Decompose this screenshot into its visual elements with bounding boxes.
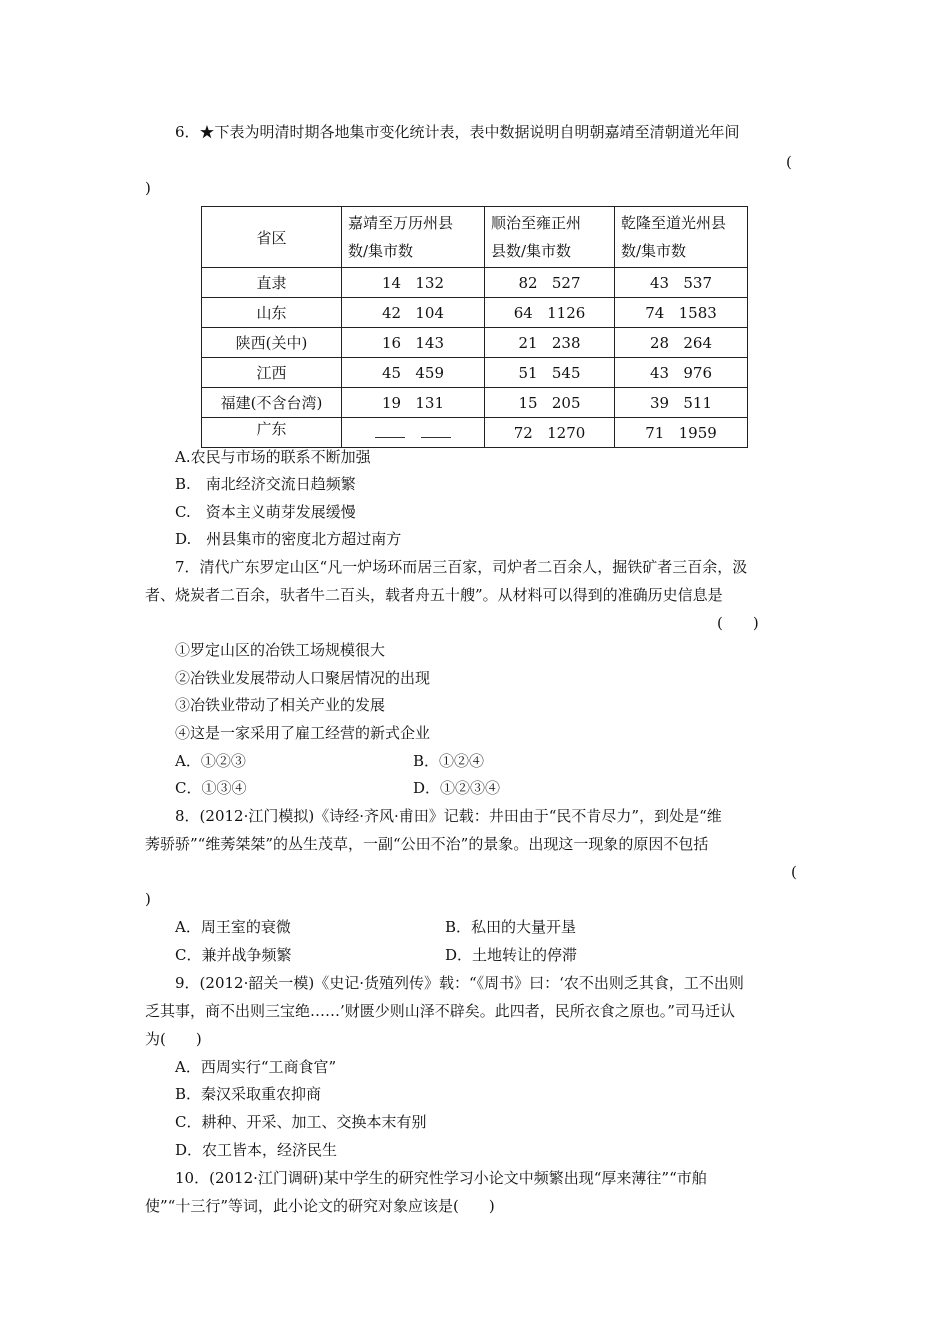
header-province: 省区 — [202, 207, 342, 268]
q8-line1: 8．(2012·江门模拟)《诗经·齐风·甫田》记载：井田由于“民不肯尽力”，到处是“维 — [175, 807, 722, 825]
market-count: 511 — [683, 393, 713, 412]
market-count: 545 — [551, 363, 581, 382]
shunzhi-cell — [485, 328, 615, 358]
table-row — [202, 298, 748, 328]
county-count: 19 — [381, 393, 402, 412]
county-count: 39 — [649, 393, 670, 412]
market-count: 205 — [551, 393, 581, 412]
q6-option-c: C. 资本主义萌芽发展缓慢 — [175, 503, 356, 521]
qianlong-cell — [615, 358, 748, 388]
header-qianlong-line2: 数/集市数 — [621, 242, 687, 260]
header-shunzhi-line1: 顺治至雍正州 — [491, 214, 582, 232]
q6-option-d: D. 州县集市的密度北方超过南方 — [175, 530, 402, 548]
q9-line2: 乏其事，商不出则三宝绝……’财匮少则山泽不辟矣。此四者，民所衣食之原也。”司马迁认 — [145, 1002, 735, 1020]
q7-answer-paren: ( ) — [717, 614, 759, 632]
county-count: 28 — [649, 333, 670, 352]
q6-paren-open: ( — [786, 153, 792, 171]
q7-item-1: ①罗定山区的冶铁工场规模很大 — [175, 641, 386, 659]
county-count: 64 — [513, 303, 533, 322]
blank-line — [421, 425, 451, 438]
qianlong-cell — [615, 388, 748, 418]
qianlong-cell — [615, 268, 748, 298]
shunzhi-cell — [485, 358, 615, 388]
q7-item-4: ④这是一家采用了雇工经营的新式企业 — [175, 724, 431, 742]
market-count: 104 — [415, 303, 445, 322]
county-count: 72 — [513, 423, 533, 442]
county-count: 51 — [518, 363, 538, 382]
county-count: 45 — [381, 363, 402, 382]
province-cell: 陕西(关中) — [202, 328, 342, 358]
q7-item-2: ②冶铁业发展带动人口聚居情况的出现 — [175, 669, 431, 687]
q9-option-b: B．秦汉采取重农抑商 — [175, 1085, 322, 1103]
q6-option-b: B. 南北经济交流日趋频繁 — [175, 475, 356, 493]
province-cell: 直隶 — [202, 268, 342, 298]
q7-option-a: A．①②③ — [175, 752, 246, 770]
q8-option-a: A．周王室的衰微 — [175, 918, 291, 936]
table-row — [202, 328, 748, 358]
q6-stem: 6．★下表为明清时期各地集市变化统计表，表中数据说明自明朝嘉靖至清朝道光年间 — [175, 123, 740, 141]
shunzhi-cell — [485, 388, 615, 418]
jiajing-cell — [342, 388, 485, 418]
qianlong-cell — [615, 328, 748, 358]
q8-paren-open: ( — [791, 863, 797, 881]
header-jiajing-line1: 嘉靖至万历州县 — [348, 214, 454, 232]
province-cell: 福建(不含台湾) — [202, 388, 342, 418]
q6-option-a: A.农民与市场的联系不断加强 — [175, 448, 371, 466]
province-cell: 广东 — [202, 418, 342, 448]
q7-option-c: C．①③④ — [175, 779, 247, 797]
qianlong-cell — [615, 418, 748, 448]
q8-option-d: D．土地转让的停滞 — [445, 946, 578, 964]
header-jiajing-line2: 数/集市数 — [348, 242, 414, 260]
table-row — [202, 418, 748, 448]
q7-line1: 7．清代广东罗定山区“凡一炉场环而居三百家，司炉者二百余人，掘铁矿者三百余，汲 — [175, 558, 748, 576]
table-row — [202, 388, 748, 418]
header-qianlong-line1: 乾隆至道光州县 — [621, 214, 727, 232]
q9-line1: 9．(2012·韶关一模)《史记·货殖列传》载：“《周书》曰：‘农不出则乏其食，工不出则 — [175, 974, 744, 992]
header-qianlong — [615, 207, 748, 268]
header-shunzhi-line2: 县数/集市数 — [491, 242, 572, 260]
county-count: 16 — [381, 333, 402, 352]
q9-option-a: A．西周实行“工商食官” — [175, 1058, 337, 1076]
shunzhi-cell — [485, 268, 615, 298]
table-header-row — [202, 207, 748, 268]
market-count: 459 — [415, 363, 445, 382]
market-count: 1959 — [678, 423, 717, 442]
market-count: 143 — [415, 333, 445, 352]
table-row — [202, 268, 748, 298]
blank-line — [375, 425, 405, 438]
q7-line2: 者、烧炭者二百余，驮者牛二百头，载者舟五十艘”。从材料可以得到的准确历史信息是 — [145, 586, 723, 604]
market-count: 1270 — [547, 423, 586, 442]
header-jiajing — [342, 207, 485, 268]
shunzhi-cell — [485, 418, 615, 448]
county-count: 71 — [645, 423, 665, 442]
county-count: 74 — [645, 303, 665, 322]
jiajing-cell — [342, 358, 485, 388]
shunzhi-cell — [485, 298, 615, 328]
county-count: 15 — [518, 393, 538, 412]
q10-line2: 使”“十三行”等词，此小论文的研究对象应该是( ) — [145, 1197, 495, 1215]
q6-paren-close: ) — [145, 179, 151, 197]
q7-option-b: B．①②④ — [413, 752, 485, 770]
county-count: 43 — [649, 273, 670, 292]
q9-option-c: C．耕种、开采、加工、交换本末有别 — [175, 1113, 427, 1131]
county-count: 43 — [649, 363, 670, 382]
qianlong-cell — [615, 298, 748, 328]
q7-option-d: D．①②③④ — [413, 779, 501, 797]
q9-option-d: D．农工皆本，经济民生 — [175, 1141, 338, 1159]
jiajing-cell — [342, 418, 485, 448]
q7-item-3: ③冶铁业带动了相关产业的发展 — [175, 696, 386, 714]
q10-line1: 10．(2012·江门调研)某中学生的研究性学习小论文中频繁出现“厚来薄往”“市舶 — [175, 1169, 707, 1187]
q8-paren-close: ) — [145, 890, 151, 908]
jiajing-cell — [342, 328, 485, 358]
jiajing-cell — [342, 268, 485, 298]
q9-line3: 为( ) — [145, 1030, 202, 1048]
county-count: 82 — [518, 273, 538, 292]
county-count: 14 — [381, 273, 402, 292]
county-count: 21 — [518, 333, 538, 352]
q8-line2: 莠骄骄”“维莠桀桀”的丛生茂草，一副“公田不治”的景象。出现这一现象的原因不包括 — [145, 835, 709, 853]
province-cell: 江西 — [202, 358, 342, 388]
market-count: 1126 — [547, 303, 586, 322]
market-count: 1583 — [678, 303, 717, 322]
q8-option-b: B．私田的大量开垦 — [445, 918, 577, 936]
header-shunzhi — [485, 207, 615, 268]
market-count: 537 — [683, 273, 713, 292]
market-count: 264 — [683, 333, 713, 352]
market-count: 131 — [415, 393, 445, 412]
province-cell: 山东 — [202, 298, 342, 328]
table-row — [202, 358, 748, 388]
market-stats-table — [201, 206, 748, 448]
q8-option-c: C．兼并战争频繁 — [175, 946, 292, 964]
jiajing-cell — [342, 298, 485, 328]
county-count: 42 — [381, 303, 402, 322]
market-count: 527 — [551, 273, 581, 292]
market-count: 238 — [551, 333, 581, 352]
market-count: 132 — [415, 273, 445, 292]
market-count: 976 — [683, 363, 713, 382]
